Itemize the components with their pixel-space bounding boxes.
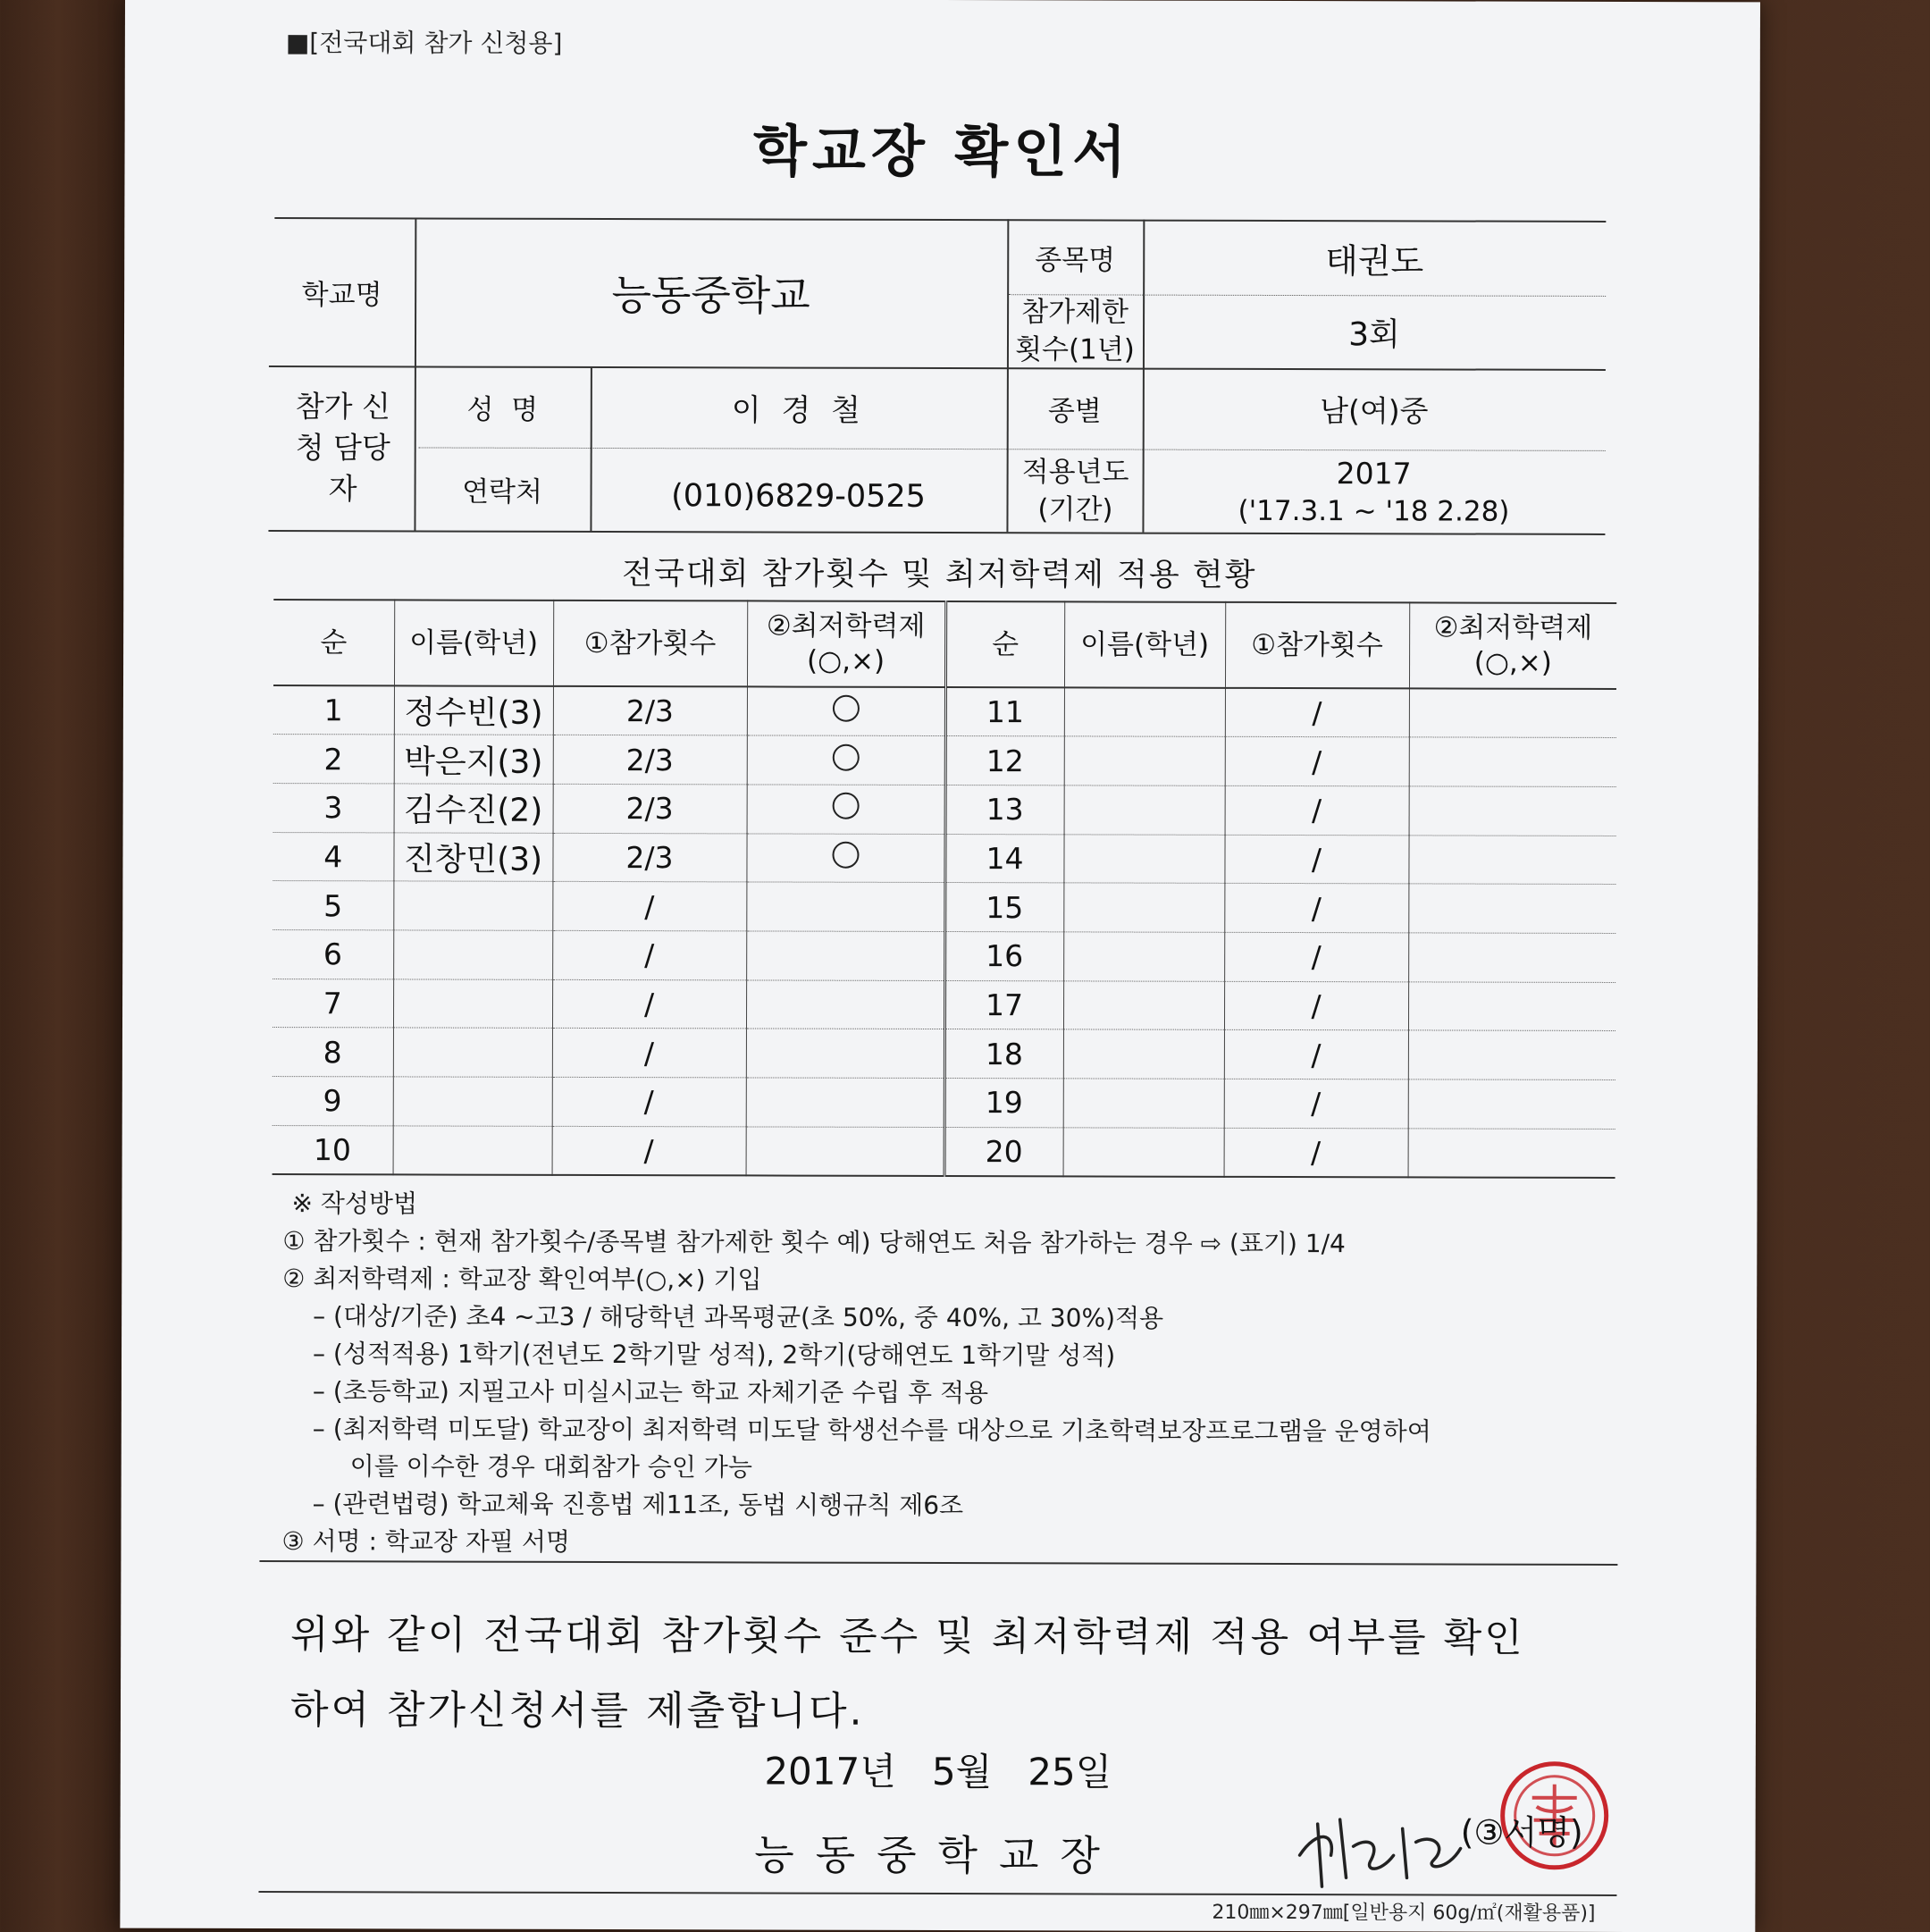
instruction-subitem: – (관련법령) 학교체육 진흥법 제11조, 동법 시행규칙 제6조 xyxy=(312,1489,964,1521)
school-name-label: 학교명 xyxy=(301,278,382,311)
order-cell: 5 xyxy=(323,887,343,923)
col-header: ②최저학력제 (○,×) xyxy=(1409,602,1616,689)
min-academic-cell xyxy=(746,931,944,980)
participation-count-cell: / xyxy=(1224,981,1408,1030)
min-academic-cell xyxy=(747,785,945,834)
student-name-cell xyxy=(1063,980,1224,1029)
student-name-cell xyxy=(393,930,552,979)
phone-value: (010)6829-0525 xyxy=(671,478,927,515)
period-value: ('17.3.1 ~ '18 2.28) xyxy=(1238,494,1510,528)
gender-label: 종별 xyxy=(1047,395,1102,428)
limit-value: 3회 xyxy=(1348,315,1400,353)
order-cell: 11 xyxy=(945,687,1064,736)
circle-mark-icon xyxy=(832,793,859,819)
order-cell: 13 xyxy=(945,785,1064,834)
order-cell: 7 xyxy=(323,986,342,1021)
participation-count-cell: / xyxy=(1224,1079,1408,1128)
principal-title: 능동중학교장 xyxy=(754,1830,1121,1880)
participation-count-cell: / xyxy=(552,1029,746,1078)
student-name-cell xyxy=(393,881,552,930)
col-header: ①참가횟수 xyxy=(553,601,747,687)
col-header: 순 xyxy=(945,601,1064,687)
order-cell: 1 xyxy=(323,693,343,728)
instruction-subitem: – (성적적용) 1학기(전년도 2학기말 성적), 2학기(당해연도 1학기말 성적) xyxy=(312,1339,1116,1371)
instruction-item: ① 참가횟수 : 현재 참가횟수/종목별 참가제한 횟수 예) 당해연도 처음 참가하는 경우 ⇨ (표기) 1/4 xyxy=(282,1226,1346,1259)
min-academic-cell xyxy=(746,882,944,931)
order-cell: 8 xyxy=(323,1034,342,1070)
issue-date: 2017년 5월 25일 xyxy=(764,1749,1112,1794)
participation-count-cell: 2/3 xyxy=(553,784,747,833)
table-row xyxy=(273,1077,1615,1130)
order-cell: 10 xyxy=(313,1131,351,1168)
min-academic-cell xyxy=(1408,835,1615,884)
contact-person-label: 참가 신청 담당자 xyxy=(295,389,390,507)
table-row xyxy=(273,881,1615,934)
student-name-cell xyxy=(393,1028,552,1077)
order-cell: 18 xyxy=(944,1029,1063,1079)
participation-count-cell: 2/3 xyxy=(553,735,747,785)
participation-count-cell: / xyxy=(552,882,746,931)
section-title: 전국대회 참가횟수 및 최저학력제 적용 현황 xyxy=(622,556,1257,593)
min-academic-cell xyxy=(746,1078,944,1127)
student-name-cell: 정수빈(3) xyxy=(394,685,553,735)
circle-mark-icon xyxy=(832,842,859,869)
order-cell: 19 xyxy=(944,1079,1063,1128)
participation-count-cell: / xyxy=(1224,1030,1408,1079)
order-cell: 2 xyxy=(323,741,343,777)
instructions xyxy=(281,1185,1431,1563)
document-page xyxy=(120,0,1760,1932)
order-cell: 16 xyxy=(944,931,1063,980)
participation-count-cell: / xyxy=(552,1126,746,1175)
order-cell: 9 xyxy=(323,1083,342,1119)
participation-count-cell: / xyxy=(1224,884,1408,933)
signature-label: (③서명) xyxy=(1460,1812,1583,1852)
instruction-subitem: – (초등학교) 지필고사 미실시교는 학교 자체기준 수립 후 적용 xyxy=(312,1376,989,1408)
participation-count-cell: / xyxy=(1225,737,1409,786)
order-cell: 20 xyxy=(944,1127,1063,1176)
order-cell: 12 xyxy=(945,736,1064,785)
paper-spec-footer: 210㎜×297㎜[일반용지 60g/㎡(재활용품)] xyxy=(1212,1901,1596,1925)
col-header: ①참가횟수 xyxy=(1225,602,1409,689)
table-row xyxy=(273,1125,1615,1178)
min-academic-cell xyxy=(1409,688,1616,737)
participation-count-cell: / xyxy=(1225,785,1409,835)
instruction-item: ③ 서명 : 학교장 자필 서명 xyxy=(281,1526,571,1557)
table-header-row xyxy=(273,600,1616,689)
student-name-cell: 진창민(3) xyxy=(393,832,552,881)
student-name-cell xyxy=(1064,687,1225,736)
table-row xyxy=(273,735,1616,787)
participation-count-cell: / xyxy=(1224,932,1408,981)
col-header: 이름(학년) xyxy=(394,600,553,685)
name-label: 성 명 xyxy=(466,393,539,426)
student-name-cell: 김수진(2) xyxy=(394,784,553,833)
student-name-cell xyxy=(1063,1079,1224,1128)
min-academic-cell xyxy=(747,686,945,735)
roster-table xyxy=(273,599,1617,1179)
table-row xyxy=(273,685,1616,738)
table-row xyxy=(273,783,1616,836)
student-name-cell: 박은지(3) xyxy=(394,735,553,784)
student-name-cell xyxy=(1063,1029,1224,1079)
table-row xyxy=(273,929,1615,982)
student-name-cell xyxy=(393,1126,552,1175)
student-name-cell xyxy=(1063,932,1224,981)
event-label: 종목명 xyxy=(1035,243,1116,277)
confirmation-line: 하여 참가신청서를 제출합니다. xyxy=(290,1687,865,1735)
confirmation-line: 위와 같이 전국대회 참가횟수 준수 및 최저학력제 적용 여부를 확인 xyxy=(290,1612,1525,1661)
student-name-cell xyxy=(1064,785,1225,835)
min-academic-cell xyxy=(746,1029,944,1078)
min-academic-cell xyxy=(1409,737,1616,786)
table-row xyxy=(273,832,1615,885)
order-cell: 3 xyxy=(323,790,343,826)
min-academic-cell xyxy=(1408,933,1615,982)
student-name-cell xyxy=(1063,1128,1224,1177)
confirmation-statement xyxy=(290,1598,1720,1751)
limit-label: 참가제한 횟수(1년) xyxy=(1015,296,1135,366)
participation-count-cell: / xyxy=(552,1077,746,1126)
participation-count-cell: / xyxy=(552,930,746,979)
min-academic-cell xyxy=(1408,1129,1615,1178)
instruction-subitem: 이를 이수한 경우 대회참가 승인 가능 xyxy=(349,1451,752,1483)
col-header: 순 xyxy=(320,626,348,659)
student-name-cell xyxy=(1063,834,1224,883)
order-cell: 4 xyxy=(323,839,343,875)
min-academic-cell xyxy=(1409,786,1616,836)
participation-count-cell: 2/3 xyxy=(552,833,746,882)
min-academic-cell xyxy=(746,980,944,1029)
student-name-cell xyxy=(1064,736,1225,785)
col-header: ②최저학력제 (○,×) xyxy=(747,601,945,687)
gender-value: 남(여)중 xyxy=(1320,393,1429,429)
min-academic-cell xyxy=(1408,981,1615,1030)
student-name-cell xyxy=(393,979,552,1029)
year-value: 2017 xyxy=(1336,456,1412,491)
school-name-value: 능동중학교 xyxy=(611,271,810,320)
order-cell: 6 xyxy=(323,937,343,972)
participation-count-cell: / xyxy=(1224,835,1408,884)
student-name-cell xyxy=(1063,883,1224,932)
order-cell: 14 xyxy=(944,834,1063,883)
min-academic-cell xyxy=(1408,1079,1615,1129)
form-type-tag: ■[전국대회 참가 신청용] xyxy=(285,28,563,58)
student-name-cell xyxy=(393,1077,552,1126)
phone-label: 연락처 xyxy=(462,475,543,508)
participation-count-cell: / xyxy=(552,979,746,1029)
event-value: 태권도 xyxy=(1325,240,1424,281)
instruction-item: ② 최저학력제 : 학교장 확인여부(○,×) 기입 xyxy=(282,1264,762,1295)
table-row xyxy=(273,1028,1615,1080)
table-row xyxy=(273,979,1615,1031)
participation-count-cell: / xyxy=(1225,688,1409,737)
year-label: 적용년도 (기간) xyxy=(1021,455,1129,526)
min-academic-cell xyxy=(746,1127,944,1176)
circle-mark-icon xyxy=(832,695,859,722)
instructions-heading: ※ 작성방법 xyxy=(291,1189,418,1219)
instruction-subitem: – (대상/기준) 초4 ~고3 / 해당학년 과목평균(초 50%, 중 40%, 고 30%)적용 xyxy=(313,1301,1164,1333)
order-cell: 15 xyxy=(944,883,1063,932)
min-academic-cell xyxy=(1408,1030,1615,1079)
instruction-subitem: – (최저학력 미도달) 학교장이 최저학력 미도달 학생선수를 대상으로 기초학력보장프로그램을 운영하여 xyxy=(312,1414,1431,1447)
min-academic-cell xyxy=(1408,884,1615,933)
participation-count-cell: / xyxy=(1224,1128,1408,1177)
name-value: 이 경 철 xyxy=(731,392,866,429)
order-cell: 17 xyxy=(944,980,1063,1029)
circle-mark-icon xyxy=(832,743,859,770)
min-academic-cell xyxy=(746,833,944,882)
min-academic-cell xyxy=(747,735,945,785)
participation-count-cell: 2/3 xyxy=(553,686,747,735)
col-header: 이름(학년) xyxy=(1064,601,1225,687)
document-title: 학교장 확인서 xyxy=(752,118,1132,185)
